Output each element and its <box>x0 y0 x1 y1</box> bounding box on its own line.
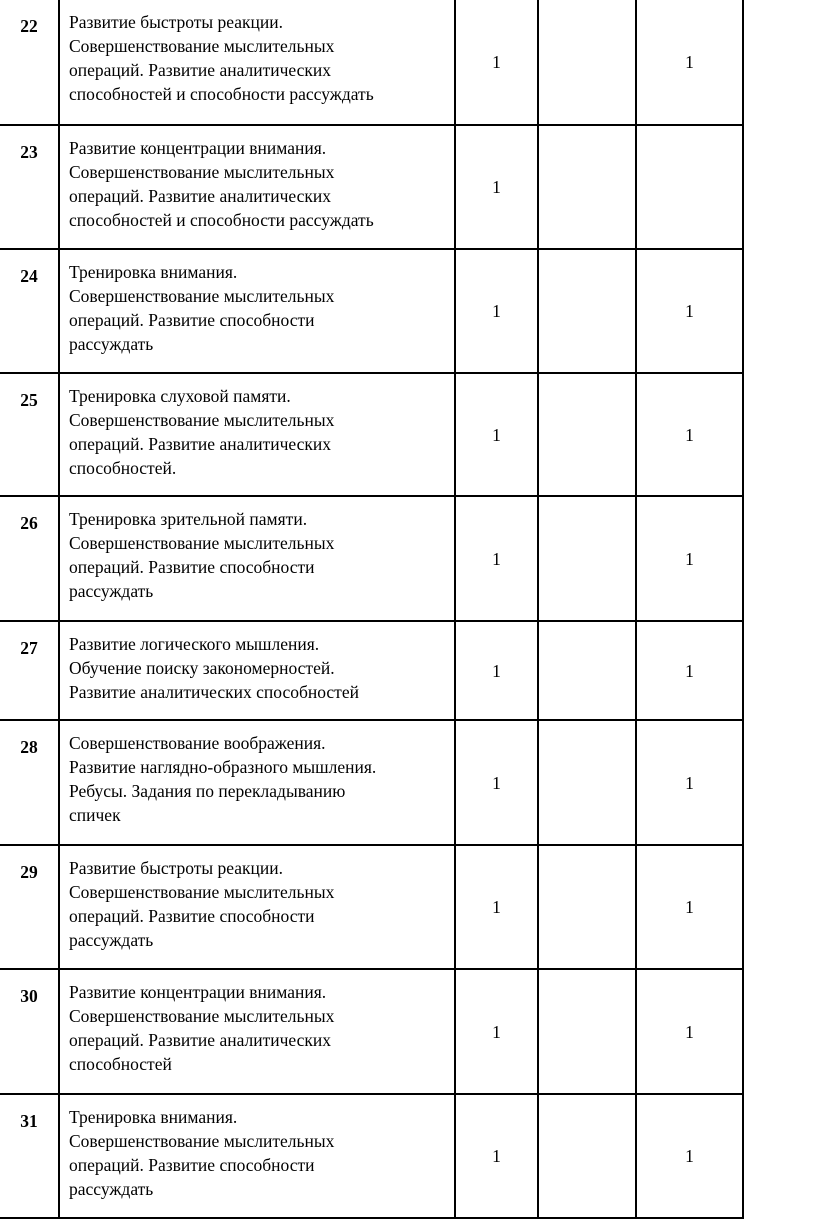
topic-line: Совершенствование мыслительных <box>69 533 335 553</box>
topic-line: операций. Развитие аналитических <box>69 186 331 206</box>
hours-cell: 1 <box>455 1094 538 1218</box>
hours-cell: 1 <box>636 373 743 496</box>
topic-line: Развитие аналитических способностей <box>69 682 359 702</box>
topic-line: рассуждать <box>69 930 154 950</box>
topic-line: Развитие логического мышления. <box>69 634 320 654</box>
lesson-topic <box>59 125 455 249</box>
table-row <box>0 496 743 621</box>
hours-cell <box>636 125 743 249</box>
topic-line: способностей. <box>69 458 177 478</box>
topic-line: Развитие наглядно-образного мышления. <box>69 757 377 777</box>
topic-line: Тренировка слуховой памяти. <box>69 386 291 406</box>
hours-cell: 1 <box>636 720 743 845</box>
lesson-number: 25 <box>0 373 59 496</box>
topic-line: спичек <box>69 805 121 825</box>
lesson-topic <box>59 720 455 845</box>
table-row <box>0 969 743 1094</box>
hours-cell: 1 <box>455 249 538 373</box>
lesson-number: 29 <box>0 845 59 969</box>
topic-line: операций. Развитие способности <box>69 906 315 926</box>
hours-cell: 1 <box>455 125 538 249</box>
lesson-topic <box>59 845 455 969</box>
topic-line: Тренировка внимания. <box>69 1107 238 1127</box>
hours-cell <box>538 125 636 249</box>
topic-line: операций. Развитие аналитических <box>69 1030 331 1050</box>
topic-line: Совершенствование мыслительных <box>69 162 335 182</box>
hours-cell <box>538 845 636 969</box>
topic-line: Совершенствование мыслительных <box>69 286 335 306</box>
topic-line: операций. Развитие способности <box>69 1155 315 1175</box>
lesson-number: 30 <box>0 969 59 1094</box>
topic-line: Тренировка внимания. <box>69 262 238 282</box>
hours-cell: 1 <box>455 621 538 720</box>
topic-line: рассуждать <box>69 334 154 354</box>
topic-line: Развитие концентрации внимания. <box>69 138 327 158</box>
topic-line: Совершенствование мыслительных <box>69 882 335 902</box>
topic-line: Тренировка зрительной памяти. <box>69 509 308 529</box>
topic-line: Совершенствование мыслительных <box>69 410 335 430</box>
lesson-topic <box>59 249 455 373</box>
topic-line: способностей и способности рассуждать <box>69 210 374 230</box>
hours-cell <box>538 621 636 720</box>
hours-cell <box>538 373 636 496</box>
topic-line: рассуждать <box>69 581 154 601</box>
lesson-topic <box>59 0 455 125</box>
lesson-topic <box>59 621 455 720</box>
hours-cell <box>538 1094 636 1218</box>
hours-cell <box>538 496 636 621</box>
hours-cell: 1 <box>636 969 743 1094</box>
table-row <box>0 621 743 720</box>
topic-line: Ребусы. Задания по перекладыванию <box>69 781 346 801</box>
hours-cell: 1 <box>636 496 743 621</box>
table-row <box>0 373 743 496</box>
table-row <box>0 125 743 249</box>
lesson-topic <box>59 373 455 496</box>
hours-cell: 1 <box>636 845 743 969</box>
lesson-number: 28 <box>0 720 59 845</box>
topic-line: Развитие быстроты реакции. <box>69 12 284 32</box>
lesson-number: 26 <box>0 496 59 621</box>
topic-line: Развитие быстроты реакции. <box>69 858 284 878</box>
lesson-topic <box>59 969 455 1094</box>
lesson-number: 23 <box>0 125 59 249</box>
lesson-number: 31 <box>0 1094 59 1218</box>
hours-cell: 1 <box>455 0 538 125</box>
lesson-number: 22 <box>0 0 59 125</box>
hours-cell: 1 <box>455 720 538 845</box>
table-row <box>0 0 743 125</box>
hours-cell: 1 <box>455 373 538 496</box>
hours-cell <box>538 969 636 1094</box>
lesson-topic <box>59 1094 455 1218</box>
hours-cell: 1 <box>636 249 743 373</box>
lesson-number: 27 <box>0 621 59 720</box>
hours-cell <box>538 249 636 373</box>
topic-line: Совершенствование мыслительных <box>69 1131 335 1151</box>
hours-cell: 1 <box>455 496 538 621</box>
table-row <box>0 720 743 845</box>
table-row <box>0 249 743 373</box>
lesson-topic <box>59 496 455 621</box>
topic-line: операций. Развитие способности <box>69 557 315 577</box>
topic-line: операций. Развитие аналитических <box>69 434 331 454</box>
table-row <box>0 1094 743 1218</box>
topic-line: Развитие концентрации внимания. <box>69 982 327 1002</box>
topic-line: Совершенствование мыслительных <box>69 1006 335 1026</box>
lesson-number: 24 <box>0 249 59 373</box>
topic-line: операций. Развитие аналитических <box>69 60 331 80</box>
topic-line: Совершенствование мыслительных <box>69 36 335 56</box>
topic-line: способностей и способности рассуждать <box>69 84 374 104</box>
hours-cell: 1 <box>636 1094 743 1218</box>
hours-cell <box>538 720 636 845</box>
table-row <box>0 845 743 969</box>
hours-cell: 1 <box>636 621 743 720</box>
hours-cell: 1 <box>455 845 538 969</box>
topic-line: рассуждать <box>69 1179 154 1199</box>
topic-line: Совершенствование воображения. <box>69 733 326 753</box>
topic-line: операций. Развитие способности <box>69 310 315 330</box>
hours-cell: 1 <box>636 0 743 125</box>
topic-line: способностей <box>69 1054 172 1074</box>
hours-cell <box>538 0 636 125</box>
topic-line: Обучение поиску закономерностей. <box>69 658 335 678</box>
hours-cell: 1 <box>455 969 538 1094</box>
